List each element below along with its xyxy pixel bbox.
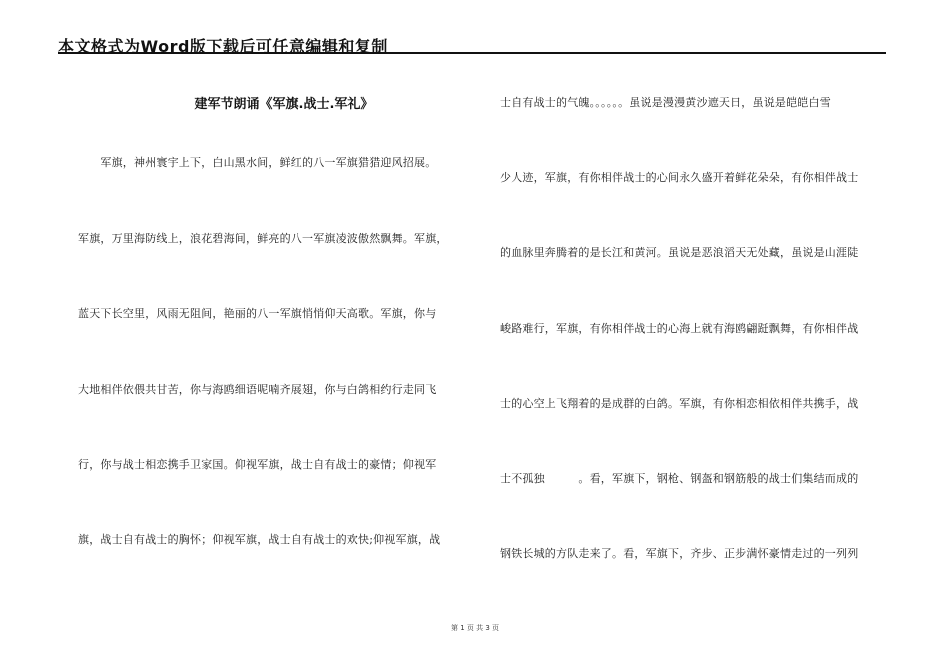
left-line-6: 旗，战士自有战士的胸怀；仰视军旗，战士自有战士的欢快;仰视军旗，战 [78,533,441,546]
left-line-2: 军旗，万里海防线上，浪花碧海间，鲜亮的八一军旗凌波傲然飘舞。军旗， [78,232,448,245]
header-divider [58,52,886,54]
document-title: 建军节朗诵《军旗.战士.军礼》 [194,97,374,112]
header-banner: 本文格式为Word版下载后可任意编辑和复制 [58,37,388,56]
page-number: 第 1 页 共 3 页 [450,624,500,632]
right-line-3: 的血脉里奔腾着的是长江和黄河。虽说是恶浪滔天无处藏，虽说是山涯陡 [500,246,859,259]
left-line-5: 行，你与战士相恋携手卫家国。仰视军旗，战士自有战士的豪情；仰视军 [78,458,437,471]
right-line-6: 士不孤独 。看，军旗下，钢枪、钢盔和钢筋般的战士们集结而成的 [500,472,859,485]
left-line-4: 大地相伴依偎共甘苦，你与海鸥细语呢喃齐展翅，你与白鸽相约行走同飞 [78,383,437,396]
right-line-7: 钢铁长城的方队走来了。看，军旗下，齐步、正步满怀豪情走过的一列列 [500,547,859,560]
right-line-4: 峻路难行，军旗，有你相伴战士的心海上就有海鸥翩跹飘舞，有你相伴战 [500,322,859,335]
right-line-2: 少人迹，军旗，有你相伴战士的心间永久盛开着鲜花朵朵，有你相伴战士 [500,171,859,184]
right-line-5: 士的心空上飞翔着的是成群的白鸽。军旗，有你相恋相依相伴共携手，战 [500,397,859,410]
right-line-1: 士自有战士的气魄。。。。。。虽说是漫漫黄沙遮天日，虽说是皑皑白雪 [500,96,831,109]
left-line-3: 蓝天下长空里，风雨无阻间，艳丽的八一军旗悄悄仰天高歌。军旗，你与 [78,307,437,320]
left-line-1: 军旗，神州寰宇上下，白山黑水间，鲜红的八一军旗猎猎迎风招展。 [78,156,437,169]
